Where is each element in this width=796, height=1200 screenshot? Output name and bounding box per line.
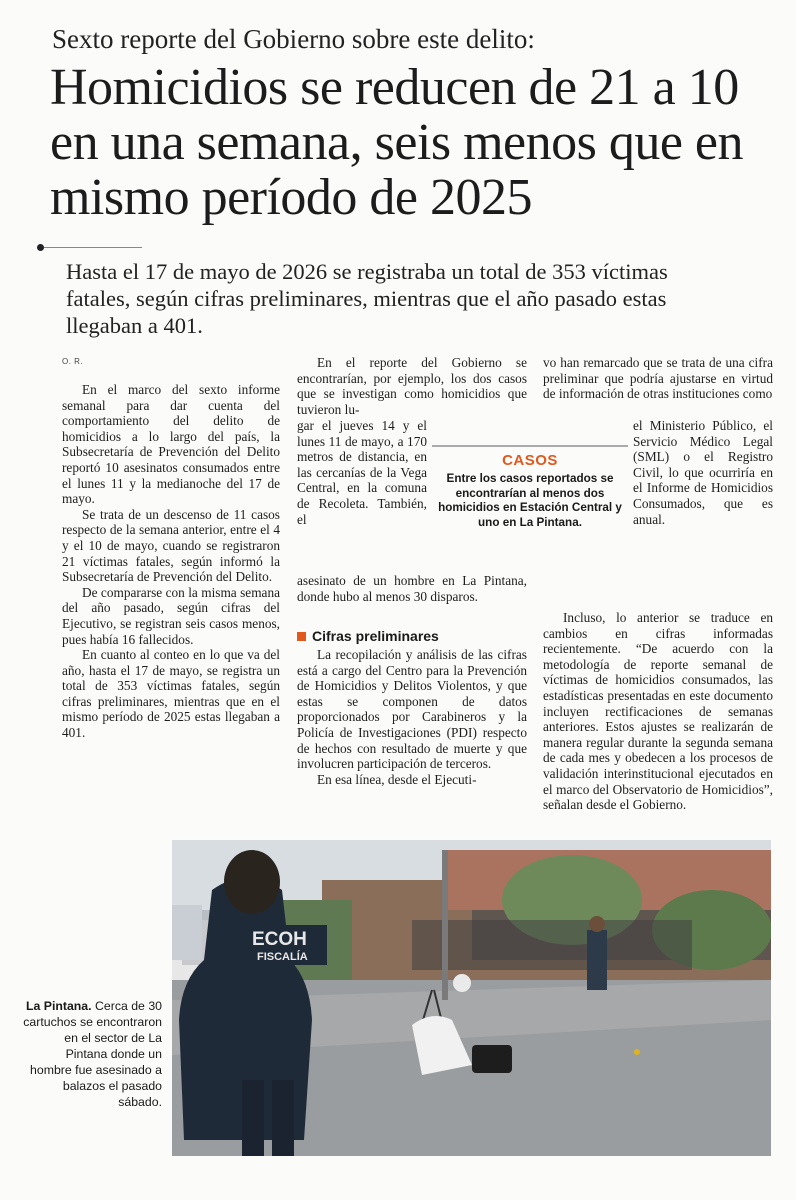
kicker: Sexto reporte del Gobierno sobre este delito: <box>52 24 535 54</box>
column-2-bottom <box>297 647 527 787</box>
paragraph: vo han remarcado que se trata de una cifra preliminar que podría ajustarse en virtud de información de otras instituciones como <box>543 355 773 402</box>
column-2-narrow: gar el jueves 14 y el lunes 11 de mayo, a 170 metros de distancia, en las cercanías de la Vega Central, en la comuna de Recoleta. También, el <box>297 418 427 527</box>
paragraph: En el reporte del Gobierno se encontrarían, por ejemplo, los dos casos que se investigan como homicidios que tuvieron lu- <box>297 355 527 417</box>
paragraph: En cuanto al conteo en lo que va del año, hasta el 17 de mayo, se registra un total de 353 víctimas fatales, según cifras preliminares, mientras que en el mismo período de 2025 estas llegaban a 401. <box>62 647 280 741</box>
paragraph: En esa línea, desde el Ejecuti- <box>317 771 477 787</box>
column-2-top <box>297 355 527 417</box>
crime-scene-photo <box>172 840 771 1156</box>
square-bullet-icon <box>297 632 306 641</box>
column-3-top <box>543 355 773 402</box>
photo-caption <box>22 998 162 1110</box>
lead-paragraph: Hasta el 17 de mayo de 2026 se registraba un total de 353 víctimas fatales, según cifras preliminares, mientras que el año pasado estas llegaban a 401. <box>66 259 668 338</box>
sidebar-text: Entre los casos reportados se encontrarían al menos dos homicidios en Estación Central y uno en La Pintana. <box>438 472 622 529</box>
divider <box>44 247 142 248</box>
sidebar-rule <box>432 445 628 447</box>
jacket-text-fiscalia: FISCALÍA <box>257 951 308 963</box>
paragraph: Incluso, lo anterior se traduce en cambios en cifras informadas recientemente. “De acuerdo con la metodología de reporte semanal de víctimas de homicidios consumados, las estadísticas presentadas en este documento incluyen rectificaciones de semanas anteriores. Estos ajustes se realizarán de manera regular durante la segunda semana de cada mes y obedecen a los procesos de validación interinstitucional ejecutados en el marco del Observatorio de Homicidios”, señalan desde el Gobierno. <box>543 610 773 813</box>
column-2-full: asesinato de un hombre en La Pintana, donde hubo al menos 30 disparos. <box>297 573 527 604</box>
paragraph: La recopilación y análisis de las cifras está a cargo del Centro para la Prevención de Homicidios y Delitos Violentos, y que estas se componen de datos proporcionados por Carabineros y la Policía de Investigaciones (PDI) respecto de hechos con resultado de muerte y que involucren participación de terceros. <box>297 647 527 772</box>
paragraph: De compararse con la misma semana del año pasado, según cifras del Ejecutivo, se registran seis casos menos, pues había 16 fallecidos. <box>62 584 280 647</box>
paragraph: En el marco del sexto informe semanal para dar cuenta del comportamiento del delito de homicidios a lo largo del país, la Subsecretaría de Prevención del Delito reportó 10 asesinatos consumados entre el lunes 11 y la medianoche del 17 de mayo. <box>62 382 280 507</box>
subhead <box>297 628 439 644</box>
caption-text: Cerca de 30 cartuchos se encontraron en el sector de La Pintana donde un hombre fue asesinado a balazos el pasado sábado. <box>23 999 162 1109</box>
sidebar-box <box>432 445 628 530</box>
paragraph: Se trata de un descenso de 11 casos respecto de la semana anterior, entre el 4 y el 10 de mayo, cuando se registraron 21 víctimas fatales, según informó la Subsecretaría de Prevención del Delito. <box>62 506 280 585</box>
caption-title: La Pintana. <box>25 999 92 1013</box>
byline: O. R. <box>62 357 84 366</box>
column-1 <box>62 382 280 741</box>
jacket-text-ecoh: ECOH <box>252 929 307 950</box>
photo <box>172 840 771 1156</box>
headline: Homicidios se reducen de 21 a 10 en una semana, seis menos que en mismo período de 2025 <box>50 59 744 226</box>
bullet-dot <box>37 244 44 251</box>
column-3-right: el Ministerio Público, el Servicio Médico Legal (SML) o el Registro Civil, lo que ocurriría en el Informe de Homicidios Consumados, que es anual. <box>633 418 773 527</box>
subhead-label: Cifras preliminares <box>312 628 439 644</box>
column-3-bottom <box>543 610 773 813</box>
sidebar-title: CASOS <box>502 452 558 469</box>
